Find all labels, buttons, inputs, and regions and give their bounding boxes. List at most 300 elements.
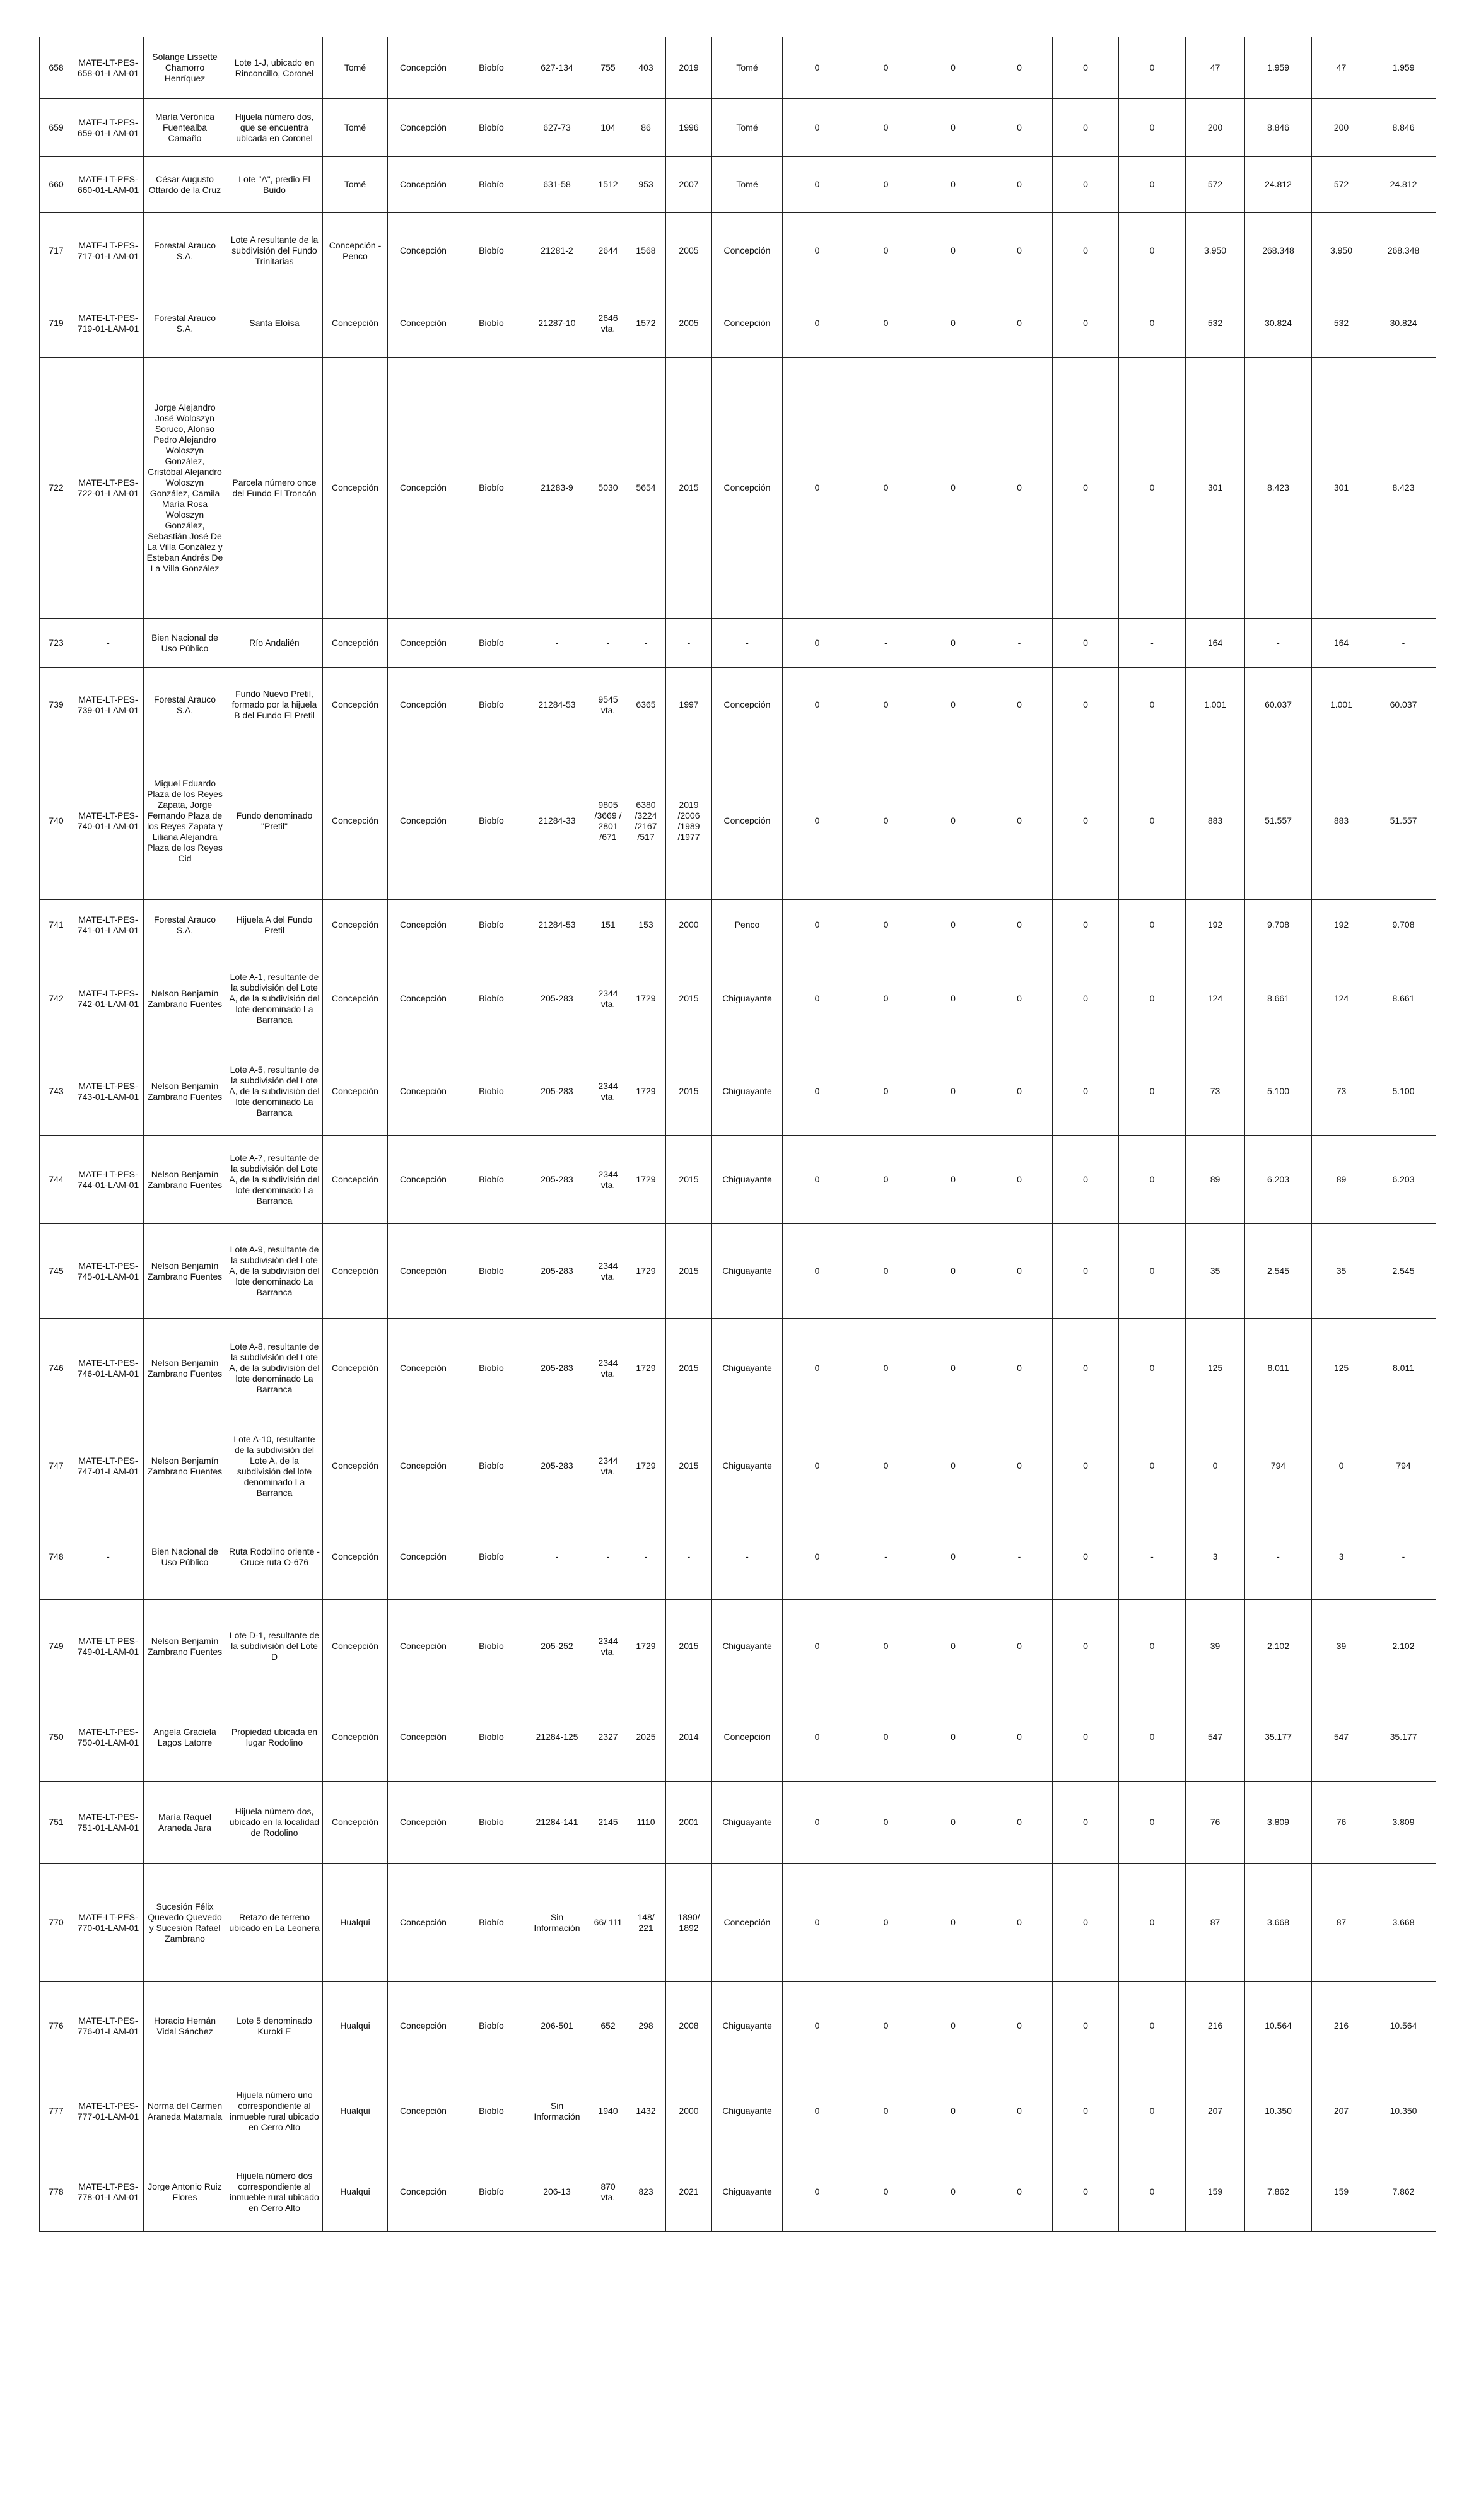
cell-year: 2015 xyxy=(666,950,712,1047)
cell-value-5: 0 xyxy=(1053,37,1119,99)
cell-year: 2015 xyxy=(666,1224,712,1319)
cell-value-5: 0 xyxy=(1053,1600,1119,1693)
table-row xyxy=(40,1600,1436,1693)
cell-property-name: Hijuela número uno correspondiente al inmueble rural ubicado en Cerro Alto xyxy=(226,2070,323,2152)
cell-area-2: 572 xyxy=(1312,157,1371,213)
cell-mate-code: MATE-LT-PES-659-01-LAM-01 xyxy=(73,99,144,157)
cell-province: Concepción xyxy=(388,2152,459,2232)
cell-rol-avaluo: Sin Información xyxy=(524,2070,590,2152)
cell-value-4: 0 xyxy=(986,668,1053,742)
cell-area-1: 125 xyxy=(1186,1319,1245,1418)
table-row xyxy=(40,99,1436,157)
cell-region: Biobío xyxy=(459,99,524,157)
cell-mate-code: MATE-LT-PES-778-01-LAM-01 xyxy=(73,2152,144,2232)
cell-numero: 6365 xyxy=(626,668,666,742)
cell-property-name: Hijuela número dos, ubicado en la localidad de Rodolino xyxy=(226,1782,323,1864)
cell-commune: Concepción xyxy=(323,358,388,619)
cell-property-name: Lote "A", predio El Buido xyxy=(226,157,323,213)
cell-value-3: 0 xyxy=(920,1418,986,1514)
cell-value-1: 0 xyxy=(783,619,852,668)
cell-property-name: Lote 5 denominado Kuroki E xyxy=(226,1982,323,2070)
cell-value-8: 9.708 xyxy=(1371,900,1436,950)
cell-conservador: Concepción xyxy=(712,213,783,289)
cell-value-5: 0 xyxy=(1053,619,1119,668)
cell-commune: Concepción xyxy=(323,668,388,742)
cell-lot-number: 722 xyxy=(40,358,73,619)
cell-area-2: 192 xyxy=(1312,900,1371,950)
cell-fojas: 755 xyxy=(590,37,626,99)
cell-value-3: 0 xyxy=(920,99,986,157)
cell-conservador: Tomé xyxy=(712,99,783,157)
cell-numero: 823 xyxy=(626,2152,666,2232)
cell-numero: 6380 /3224 /2167 /517 xyxy=(626,742,666,900)
cell-mate-code: MATE-LT-PES-740-01-LAM-01 xyxy=(73,742,144,900)
cell-area-1: 192 xyxy=(1186,900,1245,950)
cell-rol-avaluo: 21284-53 xyxy=(524,900,590,950)
cell-mate-code: MATE-LT-PES-749-01-LAM-01 xyxy=(73,1600,144,1693)
table-row xyxy=(40,2070,1436,2152)
cell-year: 2015 xyxy=(666,1418,712,1514)
cell-year: 2015 xyxy=(666,358,712,619)
cell-value-3: 0 xyxy=(920,1600,986,1693)
cell-value-5: 0 xyxy=(1053,1418,1119,1514)
cell-fojas: 9805 /3669 / 2801 /671 xyxy=(590,742,626,900)
cell-value-3: 0 xyxy=(920,1782,986,1864)
cell-value-3: 0 xyxy=(920,1693,986,1782)
cell-value-6: 0 xyxy=(1119,1047,1186,1136)
cell-province: Concepción xyxy=(388,1136,459,1224)
cell-value-1: 0 xyxy=(783,37,852,99)
cell-fojas: 2344 vta. xyxy=(590,1224,626,1319)
cell-value-6: - xyxy=(1119,619,1186,668)
table-row xyxy=(40,2152,1436,2232)
cell-value-4: 0 xyxy=(986,900,1053,950)
cell-value-8: 6.203 xyxy=(1371,1136,1436,1224)
cell-owner-name: Bien Nacional de Uso Público xyxy=(144,1514,226,1600)
cell-rol-avaluo: 205-283 xyxy=(524,950,590,1047)
cell-value-4: - xyxy=(986,1514,1053,1600)
cell-region: Biobío xyxy=(459,37,524,99)
cell-commune: Concepción xyxy=(323,742,388,900)
cell-lot-number: 748 xyxy=(40,1514,73,1600)
cell-fojas: - xyxy=(590,619,626,668)
table-row xyxy=(40,1514,1436,1600)
cell-commune: Concepción xyxy=(323,950,388,1047)
cell-region: Biobío xyxy=(459,2152,524,2232)
cell-value-4: 0 xyxy=(986,99,1053,157)
cell-numero: 1729 xyxy=(626,1047,666,1136)
cell-area-2: 3 xyxy=(1312,1514,1371,1600)
cell-value-1: 0 xyxy=(783,2152,852,2232)
cell-property-name: Río Andalién xyxy=(226,619,323,668)
cell-value-6: 0 xyxy=(1119,1693,1186,1782)
cell-owner-name: Angela Graciela Lagos Latorre xyxy=(144,1693,226,1782)
cell-value-4: 0 xyxy=(986,157,1053,213)
cell-year: 2019 /2006 /1989 /1977 xyxy=(666,742,712,900)
cell-fojas: 2344 vta. xyxy=(590,1047,626,1136)
cell-property-name: Lote A resultante de la subdivisión del Fundo Trinitarias xyxy=(226,213,323,289)
cell-owner-name: Sucesión Félix Quevedo Quevedo y Sucesión Rafael Zambrano xyxy=(144,1864,226,1982)
cell-area-1: 39 xyxy=(1186,1600,1245,1693)
table-row xyxy=(40,619,1436,668)
cell-value-1: 0 xyxy=(783,950,852,1047)
cell-value-5: 0 xyxy=(1053,668,1119,742)
cell-value-1: 0 xyxy=(783,1982,852,2070)
table-row xyxy=(40,213,1436,289)
cell-mate-code: MATE-LT-PES-741-01-LAM-01 xyxy=(73,900,144,950)
cell-value-8: - xyxy=(1371,619,1436,668)
cell-value-5: 0 xyxy=(1053,1319,1119,1418)
cell-value-5: 0 xyxy=(1053,1136,1119,1224)
cell-value-1: 0 xyxy=(783,668,852,742)
cell-lot-number: 741 xyxy=(40,900,73,950)
table-row xyxy=(40,1319,1436,1418)
cell-rol-avaluo: 21284-125 xyxy=(524,1693,590,1782)
cell-owner-name: Forestal Arauco S.A. xyxy=(144,213,226,289)
cell-value-8: 8.423 xyxy=(1371,358,1436,619)
cell-area-1: 532 xyxy=(1186,289,1245,358)
cell-region: Biobío xyxy=(459,358,524,619)
cell-value-5: 0 xyxy=(1053,1514,1119,1600)
cell-numero: 1729 xyxy=(626,1319,666,1418)
cell-province: Concepción xyxy=(388,37,459,99)
cell-value-8: 268.348 xyxy=(1371,213,1436,289)
cell-value-6: 0 xyxy=(1119,742,1186,900)
cell-lot-number: 778 xyxy=(40,2152,73,2232)
cell-rol-avaluo: 205-283 xyxy=(524,1136,590,1224)
cell-rol-avaluo: - xyxy=(524,1514,590,1600)
cell-value-8: 3.809 xyxy=(1371,1782,1436,1864)
cell-area-2: 301 xyxy=(1312,358,1371,619)
property-table-body xyxy=(40,37,1436,2232)
cell-mate-code: MATE-LT-PES-739-01-LAM-01 xyxy=(73,668,144,742)
cell-value-7: 8.846 xyxy=(1245,99,1312,157)
cell-area-1: 1.001 xyxy=(1186,668,1245,742)
cell-value-4: 0 xyxy=(986,2070,1053,2152)
cell-owner-name: Nelson Benjamín Zambrano Fuentes xyxy=(144,1047,226,1136)
cell-commune: Concepción xyxy=(323,900,388,950)
cell-conservador: Concepción xyxy=(712,358,783,619)
cell-conservador: Concepción xyxy=(712,1864,783,1982)
cell-conservador: Chiguayante xyxy=(712,1418,783,1514)
cell-fojas: 104 xyxy=(590,99,626,157)
cell-area-1: 216 xyxy=(1186,1982,1245,2070)
cell-lot-number: 743 xyxy=(40,1047,73,1136)
cell-mate-code: MATE-LT-PES-751-01-LAM-01 xyxy=(73,1782,144,1864)
cell-lot-number: 744 xyxy=(40,1136,73,1224)
cell-value-2: 0 xyxy=(852,742,920,900)
cell-value-8: 30.824 xyxy=(1371,289,1436,358)
cell-year: 2015 xyxy=(666,1600,712,1693)
cell-property-name: Ruta Rodolino oriente - Cruce ruta O-676 xyxy=(226,1514,323,1600)
cell-value-7: 268.348 xyxy=(1245,213,1312,289)
cell-numero: 5654 xyxy=(626,358,666,619)
cell-value-5: 0 xyxy=(1053,99,1119,157)
cell-value-1: 0 xyxy=(783,2070,852,2152)
cell-rol-avaluo: 205-283 xyxy=(524,1418,590,1514)
cell-conservador: Chiguayante xyxy=(712,950,783,1047)
cell-value-5: 0 xyxy=(1053,1782,1119,1864)
cell-value-1: 0 xyxy=(783,1864,852,1982)
cell-value-2: 0 xyxy=(852,1224,920,1319)
cell-commune: Tomé xyxy=(323,99,388,157)
cell-mate-code: MATE-LT-PES-658-01-LAM-01 xyxy=(73,37,144,99)
cell-value-8: 8.661 xyxy=(1371,950,1436,1047)
cell-value-8: - xyxy=(1371,1514,1436,1600)
cell-value-4: 0 xyxy=(986,950,1053,1047)
cell-region: Biobío xyxy=(459,1514,524,1600)
cell-region: Biobío xyxy=(459,2070,524,2152)
cell-region: Biobío xyxy=(459,1982,524,2070)
cell-rol-avaluo: 631-58 xyxy=(524,157,590,213)
cell-value-7: 3.809 xyxy=(1245,1782,1312,1864)
cell-province: Concepción xyxy=(388,1418,459,1514)
cell-year: 2014 xyxy=(666,1693,712,1782)
cell-value-4: 0 xyxy=(986,213,1053,289)
cell-region: Biobío xyxy=(459,1319,524,1418)
cell-commune: Tomé xyxy=(323,37,388,99)
cell-mate-code: MATE-LT-PES-719-01-LAM-01 xyxy=(73,289,144,358)
cell-value-8: 8.846 xyxy=(1371,99,1436,157)
cell-fojas: 870 vta. xyxy=(590,2152,626,2232)
cell-owner-name: Bien Nacional de Uso Público xyxy=(144,619,226,668)
cell-owner-name: Miguel Eduardo Plaza de los Reyes Zapata, Jorge Fernando Plaza de los Reyes Zapata y Liliana Alejandra Plaza de los Reyes Cid xyxy=(144,742,226,900)
cell-value-7: 30.824 xyxy=(1245,289,1312,358)
cell-owner-name: Norma del Carmen Araneda Matamala xyxy=(144,2070,226,2152)
cell-value-2: 0 xyxy=(852,900,920,950)
cell-value-2: 0 xyxy=(852,1418,920,1514)
cell-numero: 298 xyxy=(626,1982,666,2070)
cell-lot-number: 749 xyxy=(40,1600,73,1693)
cell-fojas: 2344 vta. xyxy=(590,950,626,1047)
cell-value-7: 2.545 xyxy=(1245,1224,1312,1319)
cell-lot-number: 742 xyxy=(40,950,73,1047)
cell-value-2: 0 xyxy=(852,950,920,1047)
cell-lot-number: 740 xyxy=(40,742,73,900)
cell-numero: 148/ 221 xyxy=(626,1864,666,1982)
cell-rol-avaluo: 205-283 xyxy=(524,1224,590,1319)
cell-property-name: Santa Eloísa xyxy=(226,289,323,358)
cell-value-6: 0 xyxy=(1119,1864,1186,1982)
cell-numero: 1729 xyxy=(626,950,666,1047)
cell-value-4: 0 xyxy=(986,1418,1053,1514)
cell-area-1: 301 xyxy=(1186,358,1245,619)
cell-value-7: 8.011 xyxy=(1245,1319,1312,1418)
cell-fojas: 2344 vta. xyxy=(590,1418,626,1514)
cell-commune: Concepción xyxy=(323,1319,388,1418)
cell-numero: 1729 xyxy=(626,1418,666,1514)
cell-commune: Hualqui xyxy=(323,1864,388,1982)
cell-value-7: 794 xyxy=(1245,1418,1312,1514)
cell-province: Concepción xyxy=(388,1600,459,1693)
cell-value-7: 10.350 xyxy=(1245,2070,1312,2152)
cell-mate-code: MATE-LT-PES-742-01-LAM-01 xyxy=(73,950,144,1047)
cell-province: Concepción xyxy=(388,900,459,950)
cell-region: Biobío xyxy=(459,1782,524,1864)
cell-province: Concepción xyxy=(388,1693,459,1782)
cell-value-1: 0 xyxy=(783,900,852,950)
cell-mate-code: - xyxy=(73,1514,144,1600)
cell-value-4: 0 xyxy=(986,289,1053,358)
cell-value-5: 0 xyxy=(1053,289,1119,358)
cell-value-8: 10.564 xyxy=(1371,1982,1436,2070)
cell-region: Biobío xyxy=(459,1418,524,1514)
cell-conservador: Penco xyxy=(712,900,783,950)
cell-area-1: 547 xyxy=(1186,1693,1245,1782)
table-row xyxy=(40,157,1436,213)
cell-region: Biobío xyxy=(459,157,524,213)
cell-area-2: 124 xyxy=(1312,950,1371,1047)
cell-numero: 1432 xyxy=(626,2070,666,2152)
cell-value-2: 0 xyxy=(852,1864,920,1982)
cell-lot-number: 719 xyxy=(40,289,73,358)
cell-value-1: 0 xyxy=(783,213,852,289)
cell-value-6: 0 xyxy=(1119,900,1186,950)
cell-lot-number: 659 xyxy=(40,99,73,157)
cell-area-1: 200 xyxy=(1186,99,1245,157)
cell-area-1: 883 xyxy=(1186,742,1245,900)
table-row xyxy=(40,358,1436,619)
cell-value-1: 0 xyxy=(783,742,852,900)
cell-area-1: 87 xyxy=(1186,1864,1245,1982)
cell-lot-number: 750 xyxy=(40,1693,73,1782)
cell-year: 2001 xyxy=(666,1782,712,1864)
cell-mate-code: - xyxy=(73,619,144,668)
cell-mate-code: MATE-LT-PES-750-01-LAM-01 xyxy=(73,1693,144,1782)
cell-year: 1997 xyxy=(666,668,712,742)
cell-commune: Concepción xyxy=(323,1047,388,1136)
cell-value-5: 0 xyxy=(1053,950,1119,1047)
cell-rol-avaluo: 206-501 xyxy=(524,1982,590,2070)
cell-value-4: 0 xyxy=(986,1224,1053,1319)
cell-area-1: 47 xyxy=(1186,37,1245,99)
cell-commune: Concepción xyxy=(323,289,388,358)
cell-property-name: Lote A-10, resultante de la subdivisión del Lote A, de la subdivisión del lote denominado La Barranca xyxy=(226,1418,323,1514)
cell-value-1: 0 xyxy=(783,1319,852,1418)
cell-value-2: 0 xyxy=(852,99,920,157)
cell-value-2: 0 xyxy=(852,2152,920,2232)
cell-area-2: 547 xyxy=(1312,1693,1371,1782)
cell-value-2: 0 xyxy=(852,1982,920,2070)
cell-value-2: 0 xyxy=(852,37,920,99)
table-row xyxy=(40,289,1436,358)
cell-value-7: 2.102 xyxy=(1245,1600,1312,1693)
cell-fojas: - xyxy=(590,1514,626,1600)
table-row xyxy=(40,1224,1436,1319)
table-row xyxy=(40,950,1436,1047)
cell-value-5: 0 xyxy=(1053,2152,1119,2232)
cell-rol-avaluo: 206-13 xyxy=(524,2152,590,2232)
cell-year: 1996 xyxy=(666,99,712,157)
cell-province: Concepción xyxy=(388,1047,459,1136)
cell-rol-avaluo: 21284-33 xyxy=(524,742,590,900)
cell-value-1: 0 xyxy=(783,1782,852,1864)
table-row xyxy=(40,37,1436,99)
cell-area-2: 164 xyxy=(1312,619,1371,668)
cell-mate-code: MATE-LT-PES-745-01-LAM-01 xyxy=(73,1224,144,1319)
cell-conservador: Tomé xyxy=(712,157,783,213)
cell-value-6: - xyxy=(1119,1514,1186,1600)
cell-area-2: 125 xyxy=(1312,1319,1371,1418)
cell-fojas: 5030 xyxy=(590,358,626,619)
cell-region: Biobío xyxy=(459,742,524,900)
cell-fojas: 1940 xyxy=(590,2070,626,2152)
cell-owner-name: Forestal Arauco S.A. xyxy=(144,668,226,742)
cell-value-3: 0 xyxy=(920,619,986,668)
cell-area-2: 0 xyxy=(1312,1418,1371,1514)
cell-conservador: Concepción xyxy=(712,289,783,358)
cell-mate-code: MATE-LT-PES-744-01-LAM-01 xyxy=(73,1136,144,1224)
cell-value-7: 35.177 xyxy=(1245,1693,1312,1782)
cell-value-3: 0 xyxy=(920,668,986,742)
cell-numero: 1110 xyxy=(626,1782,666,1864)
cell-value-4: 0 xyxy=(986,1982,1053,2070)
cell-province: Concepción xyxy=(388,289,459,358)
cell-rol-avaluo: 205-283 xyxy=(524,1047,590,1136)
cell-fojas: 2646 vta. xyxy=(590,289,626,358)
cell-value-2: 0 xyxy=(852,1693,920,1782)
cell-fojas: 652 xyxy=(590,1982,626,2070)
cell-value-6: 0 xyxy=(1119,213,1186,289)
cell-property-name: Lote D-1, resultante de la subdivisión del Lote D xyxy=(226,1600,323,1693)
cell-value-6: 0 xyxy=(1119,1418,1186,1514)
cell-province: Concepción xyxy=(388,1224,459,1319)
cell-property-name: Hijuela A del Fundo Pretil xyxy=(226,900,323,950)
cell-year: 2000 xyxy=(666,900,712,950)
cell-rol-avaluo: 21283-9 xyxy=(524,358,590,619)
cell-value-1: 0 xyxy=(783,1136,852,1224)
cell-rol-avaluo: 21281-2 xyxy=(524,213,590,289)
cell-area-2: 207 xyxy=(1312,2070,1371,2152)
cell-rol-avaluo: 205-283 xyxy=(524,1319,590,1418)
cell-conservador: - xyxy=(712,1514,783,1600)
cell-value-6: 0 xyxy=(1119,289,1186,358)
cell-conservador: - xyxy=(712,619,783,668)
cell-value-1: 0 xyxy=(783,1418,852,1514)
cell-lot-number: 745 xyxy=(40,1224,73,1319)
cell-province: Concepción xyxy=(388,99,459,157)
cell-value-7: 6.203 xyxy=(1245,1136,1312,1224)
cell-owner-name: Jorge Antonio Ruiz Flores xyxy=(144,2152,226,2232)
cell-value-8: 794 xyxy=(1371,1418,1436,1514)
table-row xyxy=(40,900,1436,950)
cell-area-2: 39 xyxy=(1312,1600,1371,1693)
cell-commune: Concepción xyxy=(323,1693,388,1782)
cell-fojas: 66/ 111 xyxy=(590,1864,626,1982)
cell-value-7: 24.812 xyxy=(1245,157,1312,213)
cell-mate-code: MATE-LT-PES-743-01-LAM-01 xyxy=(73,1047,144,1136)
cell-value-4: 0 xyxy=(986,1136,1053,1224)
cell-value-4: 0 xyxy=(986,1319,1053,1418)
cell-fojas: 1512 xyxy=(590,157,626,213)
cell-province: Concepción xyxy=(388,157,459,213)
table-row xyxy=(40,1693,1436,1782)
cell-region: Biobío xyxy=(459,950,524,1047)
cell-value-2: - xyxy=(852,1514,920,1600)
cell-value-4: 0 xyxy=(986,1864,1053,1982)
cell-value-3: 0 xyxy=(920,213,986,289)
cell-area-1: 572 xyxy=(1186,157,1245,213)
table-row xyxy=(40,1136,1436,1224)
table-row xyxy=(40,1782,1436,1864)
cell-province: Concepción xyxy=(388,2070,459,2152)
cell-rol-avaluo: 627-134 xyxy=(524,37,590,99)
cell-conservador: Chiguayante xyxy=(712,1136,783,1224)
cell-value-4: 0 xyxy=(986,742,1053,900)
cell-numero: - xyxy=(626,619,666,668)
cell-value-3: 0 xyxy=(920,2152,986,2232)
cell-year: 2005 xyxy=(666,213,712,289)
